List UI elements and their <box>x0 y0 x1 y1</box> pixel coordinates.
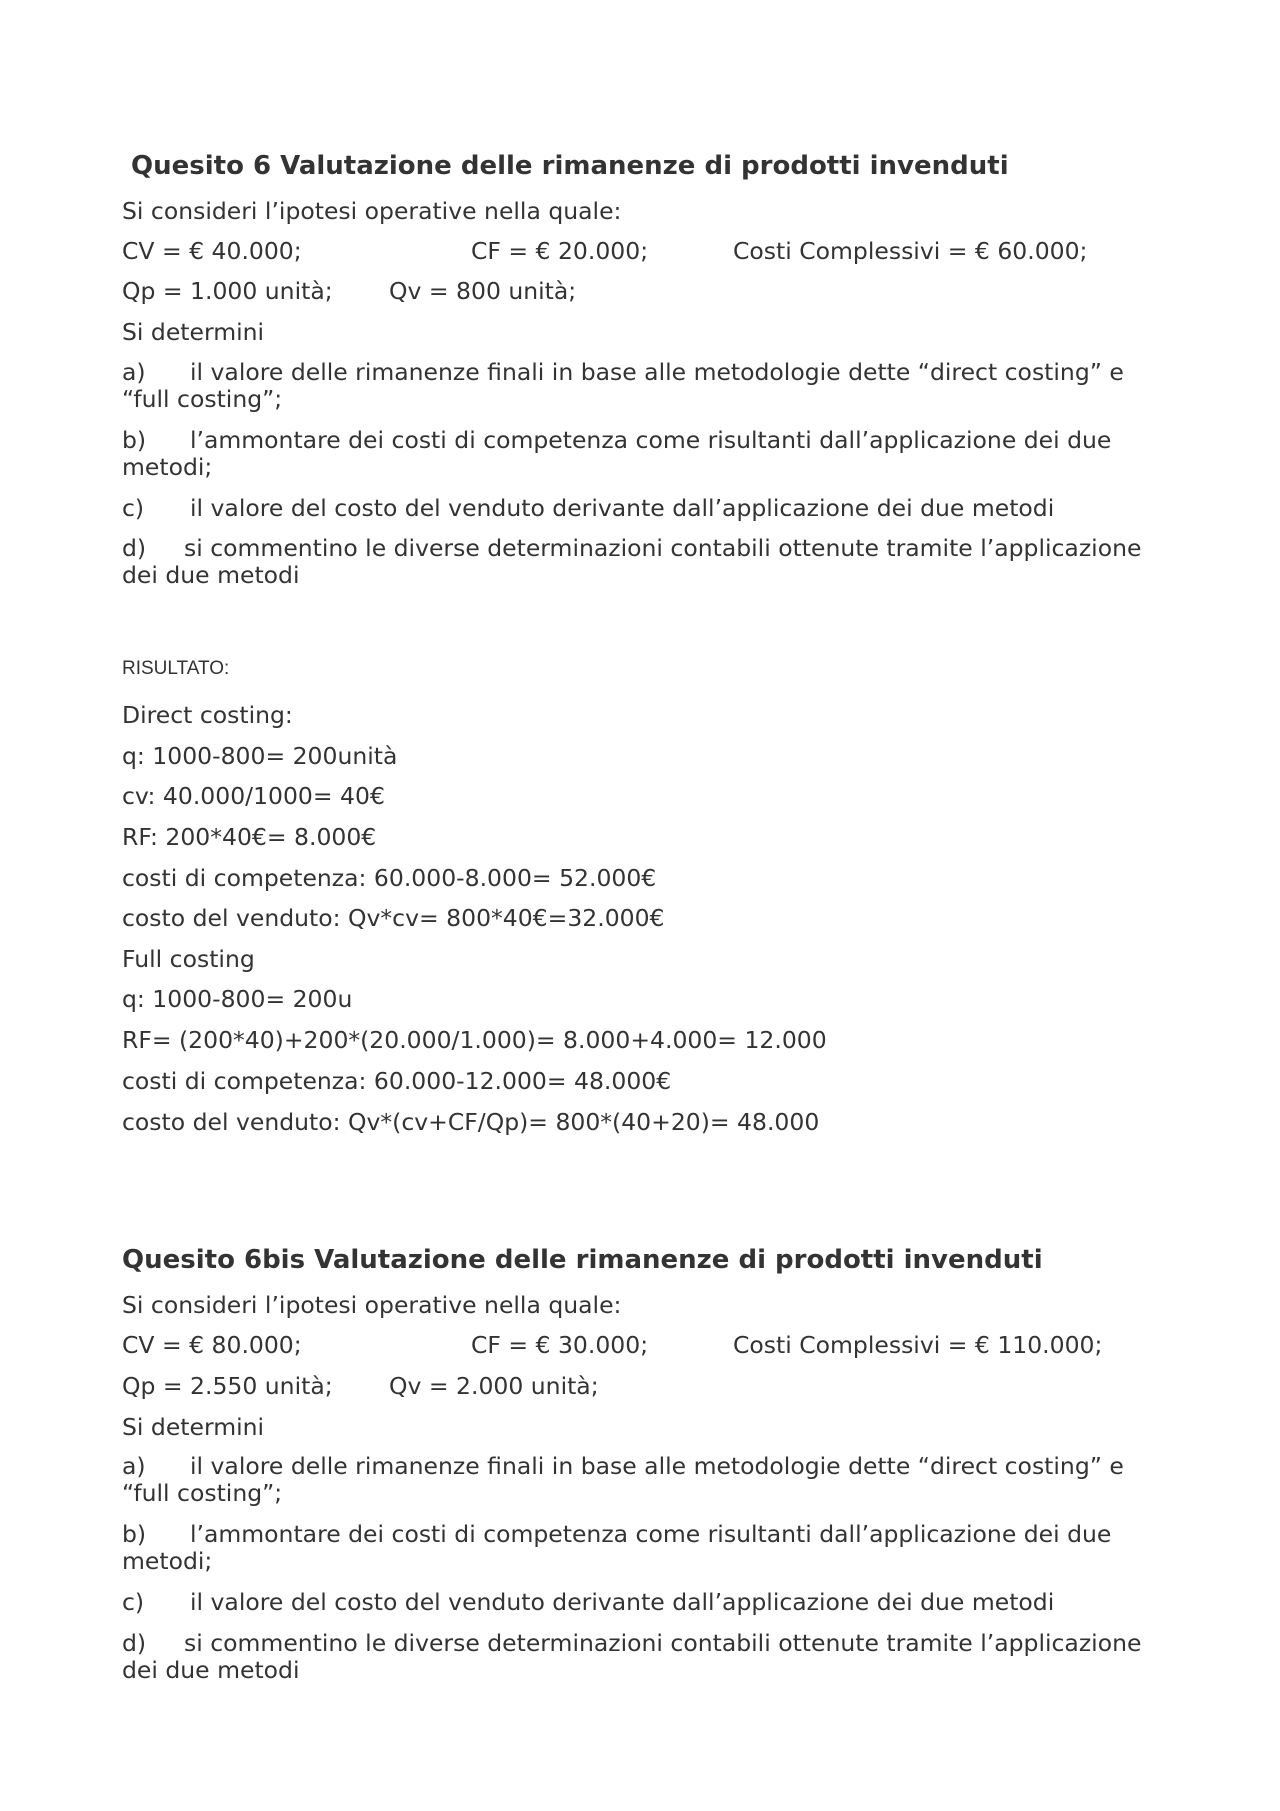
q6bis-item-d-label: d) <box>122 1629 147 1657</box>
q6bis-item-a-label: a) <box>122 1452 146 1480</box>
risultato-line: costi di competenza: 60.000-12.000= 48.000€ <box>122 1067 672 1095</box>
q6-item-c-text: il valore del costo del venduto derivante dall’applicazione dei due metodi <box>190 494 1055 522</box>
q6-item-b-cont: metodi; <box>122 453 213 481</box>
q6-costi: Costi Complessivi = € 60.000; <box>733 237 1088 265</box>
q6-item-c-label: c) <box>122 494 145 522</box>
q6-item-d-label: d) <box>122 534 147 562</box>
q6bis-item-b-cont: metodi; <box>122 1547 213 1575</box>
q6bis-qp: Qp = 2.550 unità; <box>122 1372 333 1400</box>
q6-item-b <box>122 427 1182 481</box>
risultato-heading: RISULTATO: <box>122 658 230 679</box>
q6bis-item-c-label: c) <box>122 1588 145 1616</box>
q6bis-item-a-text: il valore delle rimanenze finali in base alle metodologie dette “direct costing” e <box>190 1452 1124 1480</box>
q6bis-item-d-cont: dei due metodi <box>122 1656 300 1684</box>
q6-item-d <box>122 535 1182 589</box>
q6bis-item-a <box>122 1453 1182 1507</box>
q6bis-item-b-label: b) <box>122 1520 147 1548</box>
q6bis-cv: CV = € 80.000; <box>122 1331 302 1359</box>
q6-item-c <box>122 495 1182 522</box>
q6bis-intro: Si consideri l’ipotesi operative nella quale: <box>122 1291 622 1319</box>
q6-item-a <box>122 359 1182 413</box>
q6-qp: Qp = 1.000 unità; <box>122 277 333 305</box>
risultato-line: RF= (200*40)+200*(20.000/1.000)= 8.000+4.000= 12.000 <box>122 1026 827 1054</box>
q6bis-costi: Costi Complessivi = € 110.000; <box>733 1331 1103 1359</box>
risultato-line: q: 1000-800= 200unità <box>122 742 398 770</box>
risultato-line: RF: 200*40€= 8.000€ <box>122 823 377 851</box>
q6-cf: CF = € 20.000; <box>471 237 649 265</box>
risultato-line: costi di competenza: 60.000-8.000= 52.000€ <box>122 864 657 892</box>
q6bis-item-d-text: si commentino le diverse determinazioni contabili ottenute tramite l’applicazione <box>184 1629 1142 1657</box>
q6bis-title: Quesito 6bis Valutazione delle rimanenze di prodotti invenduti <box>122 1245 1043 1275</box>
q6bis-item-c <box>122 1589 1182 1616</box>
risultato-line: q: 1000-800= 200u <box>122 985 353 1013</box>
q6-qv: Qv = 800 unità; <box>389 277 577 305</box>
q6-item-a-label: a) <box>122 358 146 386</box>
q6-item-b-label: b) <box>122 426 147 454</box>
q6bis-cf: CF = € 30.000; <box>471 1331 649 1359</box>
q6-title: Quesito 6 Valutazione delle rimanenze di prodotti invenduti <box>131 151 1009 181</box>
q6bis-item-a-cont: “full costing”; <box>122 1479 283 1507</box>
q6bis-item-d <box>122 1630 1182 1684</box>
q6-item-d-text: si commentino le diverse determinazioni contabili ottenute tramite l’applicazione <box>184 534 1142 562</box>
q6-determini: Si determini <box>122 318 265 346</box>
risultato-line: costo del venduto: Qv*cv= 800*40€=32.000€ <box>122 904 665 932</box>
q6-item-b-text: l’ammontare dei costi di competenza come risultanti dall’applicazione dei due <box>190 426 1112 454</box>
q6-cv: CV = € 40.000; <box>122 237 302 265</box>
q6bis-item-b <box>122 1521 1182 1575</box>
risultato-line: costo del venduto: Qv*(cv+CF/Qp)= 800*(40+20)= 48.000 <box>122 1108 820 1136</box>
q6bis-qv: Qv = 2.000 unità; <box>389 1372 599 1400</box>
risultato-line: Full costing <box>122 945 255 973</box>
q6-intro: Si consideri l’ipotesi operative nella quale: <box>122 197 622 225</box>
q6-item-a-text: il valore delle rimanenze finali in base alle metodologie dette “direct costing” e <box>190 358 1124 386</box>
risultato-line: Direct costing: <box>122 701 293 729</box>
q6-item-d-cont: dei due metodi <box>122 561 300 589</box>
q6bis-item-b-text: l’ammontare dei costi di competenza come risultanti dall’applicazione dei due <box>190 1520 1112 1548</box>
q6bis-item-c-text: il valore del costo del venduto derivante dall’applicazione dei due metodi <box>190 1588 1055 1616</box>
q6bis-determini: Si determini <box>122 1413 265 1441</box>
q6-item-a-cont: “full costing”; <box>122 385 283 413</box>
risultato-line: cv: 40.000/1000= 40€ <box>122 782 385 810</box>
